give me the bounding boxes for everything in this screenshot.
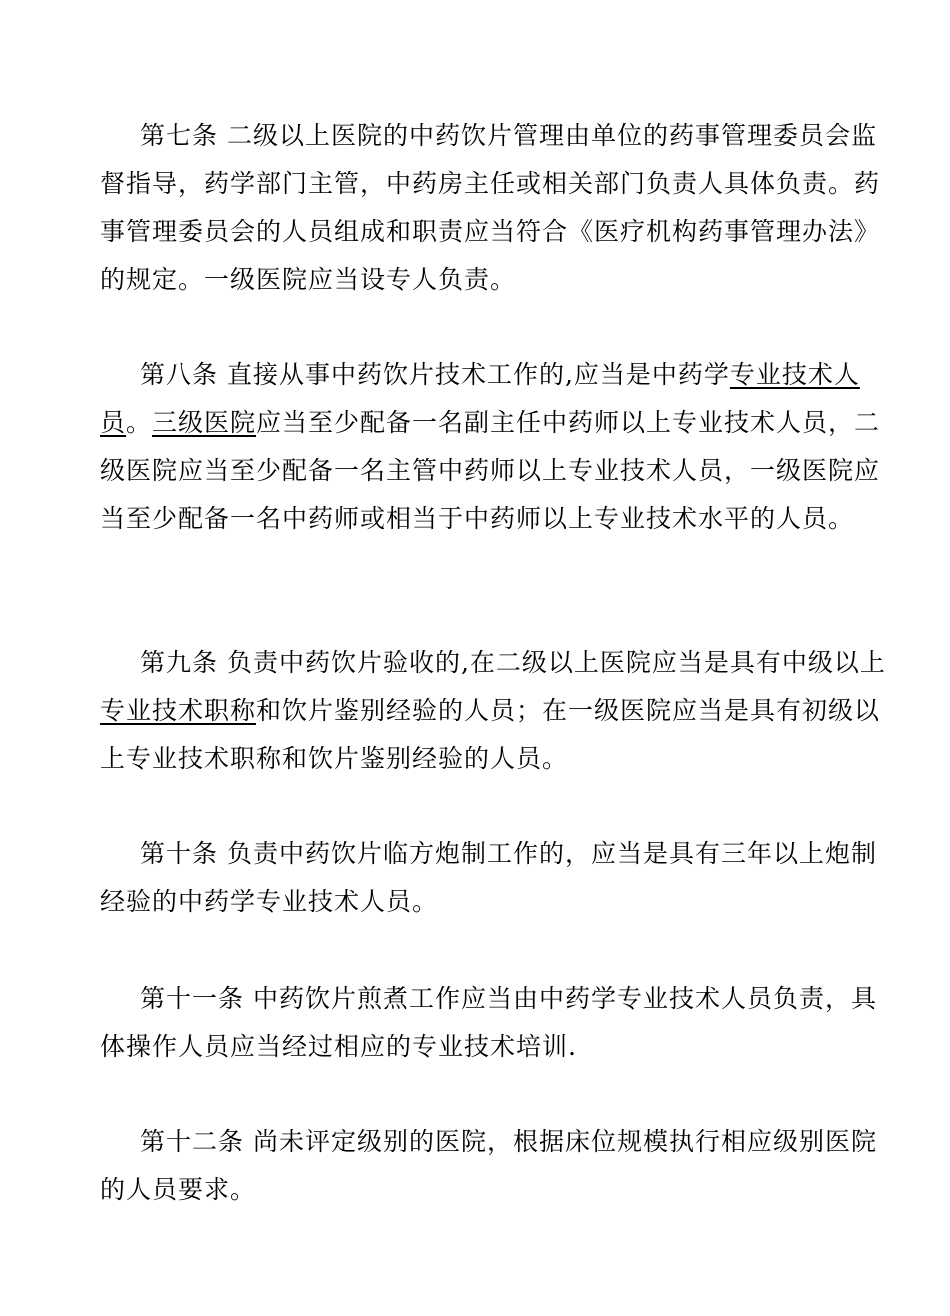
article-text: 和饮片鉴别经验的人员；在一级医院应当是具有初级以上专业技术职称和饮片鉴别经验的人员。	[100, 696, 881, 773]
article-12	[100, 1118, 890, 1214]
article-10	[100, 830, 890, 926]
article-9	[100, 639, 890, 783]
underlined-term: 专业技术职称	[100, 696, 257, 725]
article-text: 第九条 负责中药饮片验收的,在二级以上医院应当是具有中级以上	[140, 648, 886, 677]
article-text: 第八条 直接从事中药饮片技术工作的,应当是中药学	[140, 360, 730, 389]
underlined-term: 专业技术人员	[100, 360, 860, 437]
article-7	[100, 112, 890, 304]
article-text: 第七条 二级以上医院的中药饮片管理由单位的药事管理委员会监督指导，药学部门主管，中药房主任或相关部门负责人具体负责。药事管理委员会的人员组成和职责应当符合《医疗机构药事管理办法》的规定。一级医院应当设专人负责。	[100, 121, 881, 294]
article-8	[100, 351, 890, 543]
article-text: 第十条 负责中药饮片临方炮制工作的，应当是具有三年以上炮制经验的中药学专业技术人员。	[100, 839, 877, 916]
underlined-term: 三级医院	[152, 408, 257, 437]
article-text: 第十一条 中药饮片煎煮工作应当由中药学专业技术人员负责，具体操作人员应当经过相应的专业技术培训.	[100, 984, 877, 1061]
article-11	[100, 975, 890, 1071]
article-text: 。	[126, 408, 153, 437]
article-text: 应当至少配备一名副主任中药师以上专业技术人员，二级医院应当至少配备一名主管中药师以上专业技术人员，一级医院应当至少配备一名中药师或相当于中药师以上专业技术水平的人员。	[100, 408, 881, 533]
article-text: 第十二条 尚未评定级别的医院，根据床位规模执行相应级别医院的人员要求。	[100, 1127, 877, 1204]
